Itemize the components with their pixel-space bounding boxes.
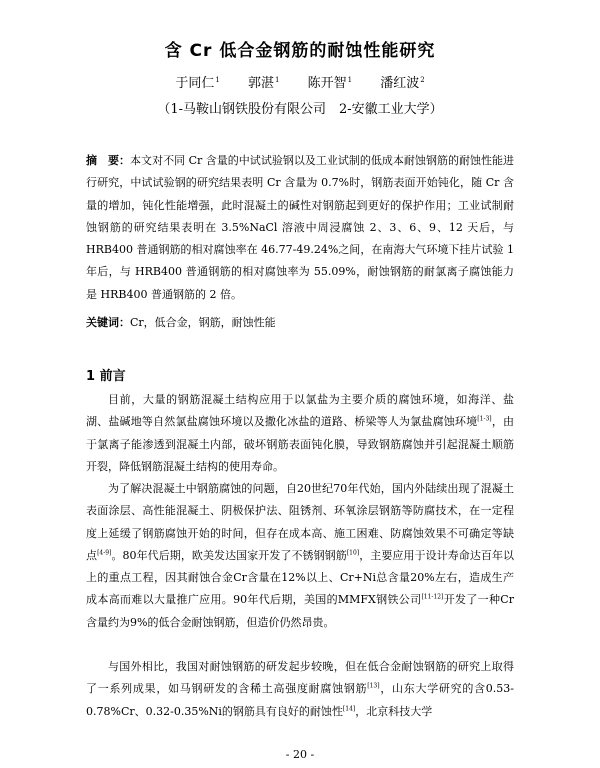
abstract-label: 摘 要： (86, 154, 131, 167)
page-number: - 20 - (285, 748, 315, 761)
body-paragraph: 为了解决混凝土中钢筋腐蚀的问题，自20世纪70年代始，国内外陆续出现了混凝土表面涂层、高性能混凝土、阴极保护法、阻锈剂、环氧涂层钢筋等防腐技术，在一定程度上延缓了钢筋腐蚀开始的时间，但存在成本高、施工困难、防腐蚀效果不可确定等缺点[4-9]。80年代后期，欧美发达国家开发了不锈钢钢筋[10]，主要应用于设计寿命达百年以上的重点工程，因其耐蚀合金Cr含量在12%以上、Cr+Ni总含量20%左右，造成生产成本高而难以大量推广应用。90年代后期，美国的MMFX钢铁公司[11-12]开发了一种Cr含量约为9%的低合金耐蚀钢筋，但造价仍然昂贵。 (86, 482, 515, 629)
author: 郭湛$^1$ (247, 75, 280, 91)
author: 于同仁$^1$ (175, 75, 220, 91)
affiliation: （1-马鞍山钢铁股份有限公司 2-安徽工业大学） (157, 102, 443, 117)
citation: [13] (367, 682, 380, 690)
author: 潘红波$^2$ (380, 75, 425, 91)
abstract (86, 150, 514, 306)
abstract-text: 本文对不同 Cr 含量的中试试验钢以及工业试制的低成本耐蚀钢筋的耐蚀性能进行研究，中试试验钢的研究结果表明 Cr 含量为 0.7%时，钢筋表面开始钝化，随 Cr 含量的增加，钝化性能增强，此时混凝土的碱性对钢筋起到更好的保护作用；工业试制耐蚀钢筋的研究结果表明在 3.5%NaCl 溶液中周浸腐蚀 2、3、6、9、12 天后，与 HRB400 普通钢筋的相对腐蚀率在 46.77-49.24%之间，在南海大气环境下挂片试验 1 年后，与 HRB400 普通钢筋的相对腐蚀率为 55.09%，耐蚀钢筋的耐氯离子腐蚀能力是 HRB400 普通钢筋的 2 倍。 (86, 154, 515, 301)
paper-title: 含 Cr 低合金钢筋的耐蚀性能研究 (164, 41, 436, 61)
author: 陈开智$^1$ (307, 75, 353, 91)
body-paragraph: 与国外相比，我国对耐蚀钢筋的研发起步较晚，但在低合金耐蚀钢筋的研究上取得了一系列成果，如马钢研发的含稀土高强度耐腐蚀钢筋[13]，山东大学研究的含0.53-0.78%Cr、0.32-0.35%Ni的钢筋具有良好的耐蚀性[14]，北京科技大学 (86, 660, 514, 718)
citation: [10] (346, 549, 360, 557)
citation: [11-12] (421, 593, 444, 601)
keywords-text: Cr，低合金，钢筋，耐蚀性能 (130, 316, 276, 329)
author-list (0, 72, 600, 91)
section-heading: 1 前言 (86, 369, 126, 384)
keywords-label: 关键词： (86, 316, 130, 329)
citation: [1-3] (477, 415, 492, 423)
citation: [14] (342, 704, 356, 712)
keywords (86, 314, 514, 330)
body-paragraph: 目前，大量的钢筋混凝土结构应用于以氯盐为主要介质的腐蚀环境，如海洋、盐湖、盐碱地等自然氯盐腐蚀环境以及撒化冰盐的道路、桥梁等人为氯盐腐蚀环境[1-3]，由于氯离子能渗透到混凝土内部，破坏钢筋表面钝化膜，导致钢筋腐蚀并引起混凝土顺筋开裂，降低钢筋混凝土结构的使用寿命。 (86, 393, 515, 473)
citation: [4-9] (97, 549, 112, 557)
